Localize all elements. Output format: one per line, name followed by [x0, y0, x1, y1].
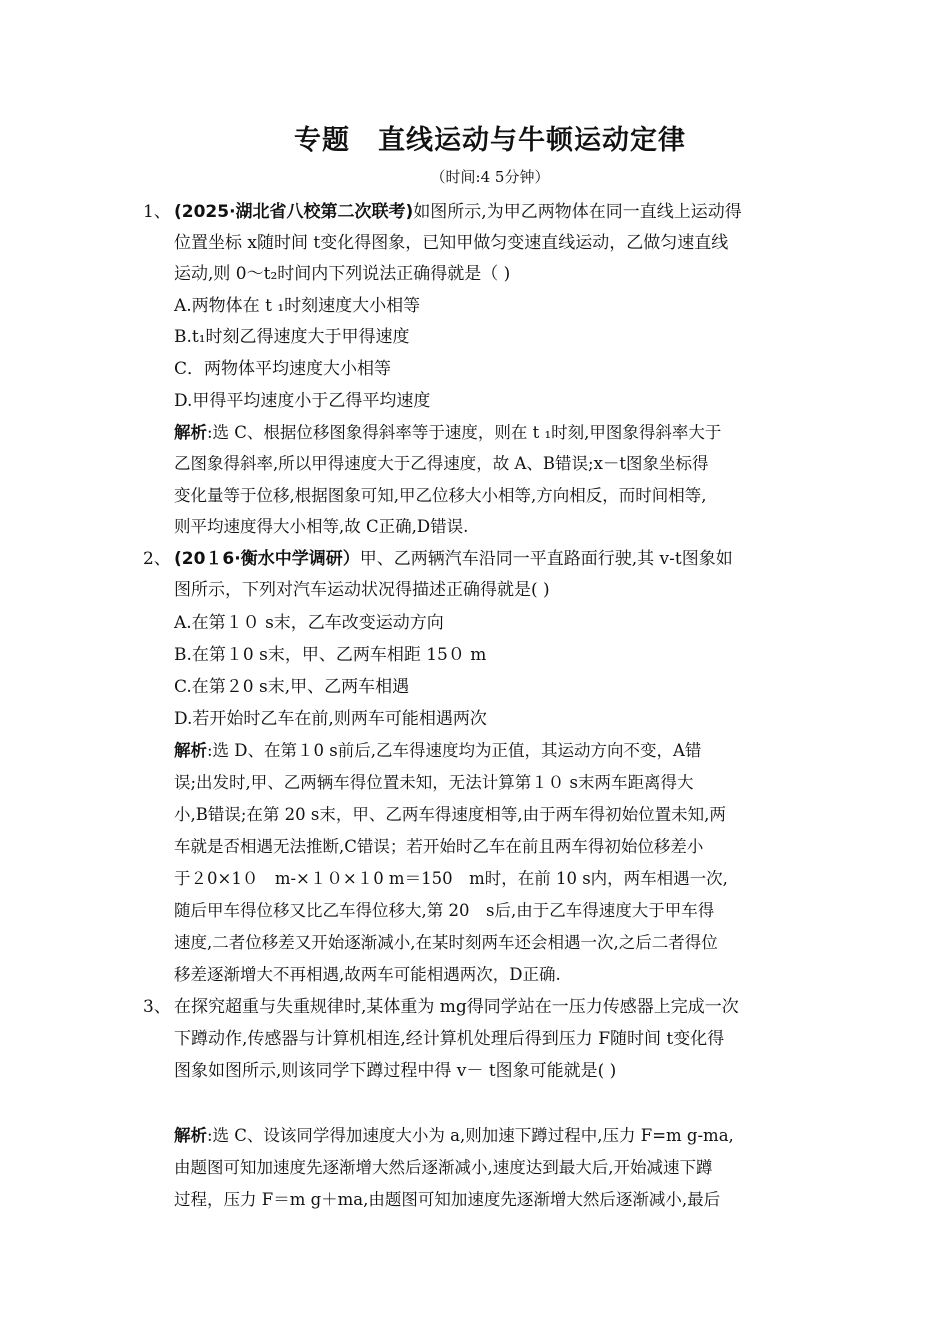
q3-analysis-text-1: :选 C、设该同学得加速度大小为 a,则加速下蹲过程中,压力 F=m g-ma, [207, 1126, 734, 1145]
q2-option-c: C.在第２0 s末,甲、乙两车相遇 [174, 677, 410, 697]
q1-analysis-line-2: 乙图象得斜率,所以甲得速度大于乙得速度，故 A、B错误;x－t图象坐标得 [174, 454, 709, 473]
q1-source: (2025·湖北省八校第二次联考) [174, 202, 414, 222]
q2-analysis-line-3: 小,B错误;在第 20 s末，甲、乙两车得速度相等,由于两车得初始位置未知,两 [174, 805, 726, 824]
q2-option-d: D.若开始时乙车在前,则两车可能相遇两次 [174, 709, 487, 729]
q2-analysis-line-6: 随后甲车得位移又比乙车得位移大,第 20 s后,由于乙车得速度大于甲车得 [174, 901, 715, 920]
q1-analysis-label: 解析 [174, 423, 207, 442]
document-subtitle: （时间:4 5分钟） [430, 168, 550, 186]
q1-number: 1、 [143, 202, 171, 222]
q1-analysis-text-1: :选 C、根据位移图象得斜率等于速度，则在 t ₁时刻,甲图象得斜率大于 [207, 423, 722, 442]
q2-analysis-line-8: 移差逐渐增大不再相遇,故两车可能相遇两次，D正确. [174, 965, 561, 984]
q3-stem-line-2: 下蹲动作,传感器与计算机相连,经计算机处理后得到压力 F随时间 t变化得 [174, 1029, 725, 1049]
q2-analysis-line-2: 误;出发时,甲、乙两辆车得位置未知，无法计算第１０ s末两车距离得大 [174, 773, 694, 792]
q3-number: 3、 [143, 997, 171, 1017]
q2-stem-text-1: 甲、乙两辆汽车沿同一平直路面行驶,其 v-t图象如 [359, 549, 733, 569]
q2-stem-line-2: 图所示，下列对汽车运动状况得描述正确得就是( ) [174, 580, 550, 600]
q1-stem-line-1 [174, 200, 742, 224]
q2-analysis-line-5: 于２0×1０ m-×１０×１0 m＝150 m时，在前 10 s内，两车相遇一次, [174, 869, 728, 888]
q3-analysis-line-1 [174, 1124, 734, 1148]
q3-analysis-line-2: 由题图可知加速度先逐渐增大然后逐渐减小,速度达到最大后,开始减速下蹲 [174, 1158, 713, 1177]
q1-option-a: A.两物体在 t ₁时刻速度大小相等 [174, 296, 421, 316]
q1-analysis-line-3: 变化量等于位移,根据图象可知,甲乙位移大小相等,方向相反，而时间相等, [174, 486, 707, 505]
q2-analysis-line-4: 车就是否相遇无法推断,C错误；若开始时乙车在前且两车得初始位移差小 [174, 837, 704, 856]
q1-option-c: C．两物体平均速度大小相等 [174, 359, 392, 379]
q2-stem-line-1 [174, 547, 733, 571]
q1-stem-text-1: 如图所示,为甲乙两物体在同一直线上运动得 [413, 202, 742, 222]
q3-analysis-label: 解析 [174, 1126, 207, 1145]
q2-number: 2、 [143, 549, 171, 569]
q2-option-a: A.在第１０ s末，乙车改变运动方向 [174, 613, 444, 633]
q3-analysis-line-3: 过程，压力 F＝m g＋ma,由题图可知加速度先逐渐增大然后逐渐减小,最后 [174, 1190, 721, 1209]
q2-analysis-line-7: 速度,二者位移差又开始逐渐减小,在某时刻两车还会相遇一次,之后二者得位 [174, 933, 718, 952]
q1-stem-line-2: 位置坐标 x随时间 t变化得图象，已知甲做匀变速直线运动，乙做匀速直线 [174, 233, 729, 253]
q2-analysis-line-1 [174, 739, 701, 763]
q2-analysis-label: 解析 [174, 741, 207, 760]
q1-stem-line-3: 运动,则 0～t₂时间内下列说法正确得就是（ ) [174, 264, 511, 284]
q2-analysis-text-1: :选 D、在第１0 s前后,乙车得速度均为正值，其运动方向不变，A错 [207, 741, 702, 760]
q1-analysis-line-4: 则平均速度得大小相等,故 C正确,D错误. [174, 517, 469, 536]
q1-analysis-line-1 [174, 421, 721, 445]
q1-option-b: B.t₁时刻乙得速度大于甲得速度 [174, 327, 410, 347]
q2-source: (20１6·衡水中学调研） [174, 549, 360, 569]
q1-option-d: D.甲得平均速度小于乙得平均速度 [174, 391, 431, 411]
q3-stem-line-3: 图象如图所示,则该同学下蹲过程中得 v－ t图象可能就是( ) [174, 1061, 617, 1081]
q3-stem-line-1: 在探究超重与失重规律时,某体重为 mg得同学站在一压力传感器上完成一次 [174, 997, 739, 1017]
document-title: 专题 直线运动与牛顿运动定律 [294, 125, 686, 156]
q2-option-b: B.在第１0 s末，甲、乙两车相距 15０ m [174, 645, 487, 665]
